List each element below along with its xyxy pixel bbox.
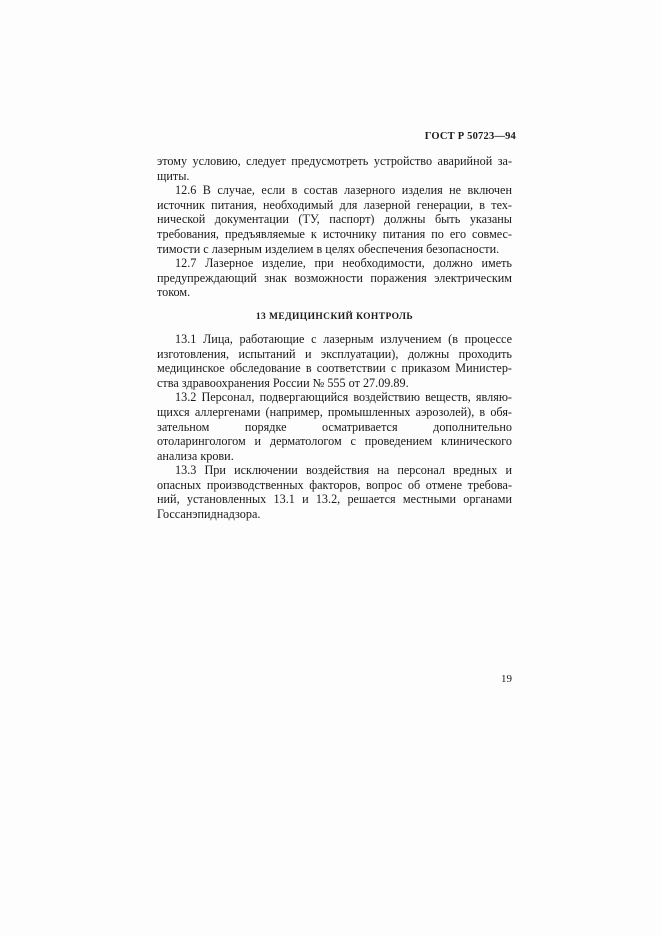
text-line: ний, установленных 13.1 и 13.2, решается местными органами xyxy=(157,492,512,507)
document-code-header: ГОСТ Р 50723—94 xyxy=(424,131,516,142)
text-line: 13.3 При исключении воздействия на персонал вредных и xyxy=(175,463,512,478)
text-line: тимости с лазерным изделием в целях обеспечения безопасности. xyxy=(157,241,500,256)
text-line: щиты. xyxy=(157,168,190,183)
document-body xyxy=(157,154,512,522)
text-line: источник питания, необходимый для лазерной генерации, в тех- xyxy=(157,197,512,212)
paragraph xyxy=(157,183,512,256)
paragraph xyxy=(157,332,512,390)
text-line: медицинское обследование в соответствии с приказом Министер- xyxy=(157,361,512,376)
section-12-continuation xyxy=(157,154,512,300)
text-line: током. xyxy=(157,285,191,300)
text-line: нической документации (ТУ, паспорт) должны быть указаны xyxy=(157,212,512,227)
paragraph xyxy=(157,256,512,300)
section-13-body xyxy=(157,332,512,522)
text-line: предупреждающий знак возможности поражения электрическим xyxy=(157,270,512,285)
paragraph xyxy=(157,463,512,521)
text-line: анализа крови. xyxy=(157,448,234,463)
paragraph xyxy=(157,390,512,463)
text-line: этому условию, следует предусмотреть устройство аварийной за- xyxy=(157,154,512,168)
paragraph xyxy=(157,154,512,183)
text-line: Госсанэпиднадзора. xyxy=(157,507,261,522)
text-line: зательном порядке осматривается дополнительно xyxy=(157,419,512,434)
text-line: 13.1 Лица, работающие с лазерным излучением (в процессе xyxy=(175,331,512,346)
text-line: опасных производственных факторов, вопрос об отмене требова- xyxy=(157,477,512,492)
text-line: изготовления, испытаний и эксплуатации), должны проходить xyxy=(157,346,512,361)
text-line: 12.7 Лазерное изделие, при необходимости, должно иметь xyxy=(175,256,512,271)
section-title: 13 МЕДИЦИНСКИЙ КОНТРОЛЬ xyxy=(255,311,414,322)
text-line: отоларингологом и дерматологом с проведением клинического xyxy=(157,434,512,449)
text-line: 12.6 В случае, если в состав лазерного изделия не включен xyxy=(175,183,512,198)
text-line: 13.2 Персонал, подвергающийся воздействию веществ, являю- xyxy=(175,390,512,405)
text-line: щихся аллергенами (например, промышленных аэрозолей), в обя- xyxy=(157,404,512,419)
text-line: ства здравоохранения России № 555 от 27.09.89. xyxy=(157,375,409,390)
text-line: требования, предъявляемые к источнику питания по его совмес- xyxy=(157,226,512,241)
page-number: 19 xyxy=(501,673,512,685)
